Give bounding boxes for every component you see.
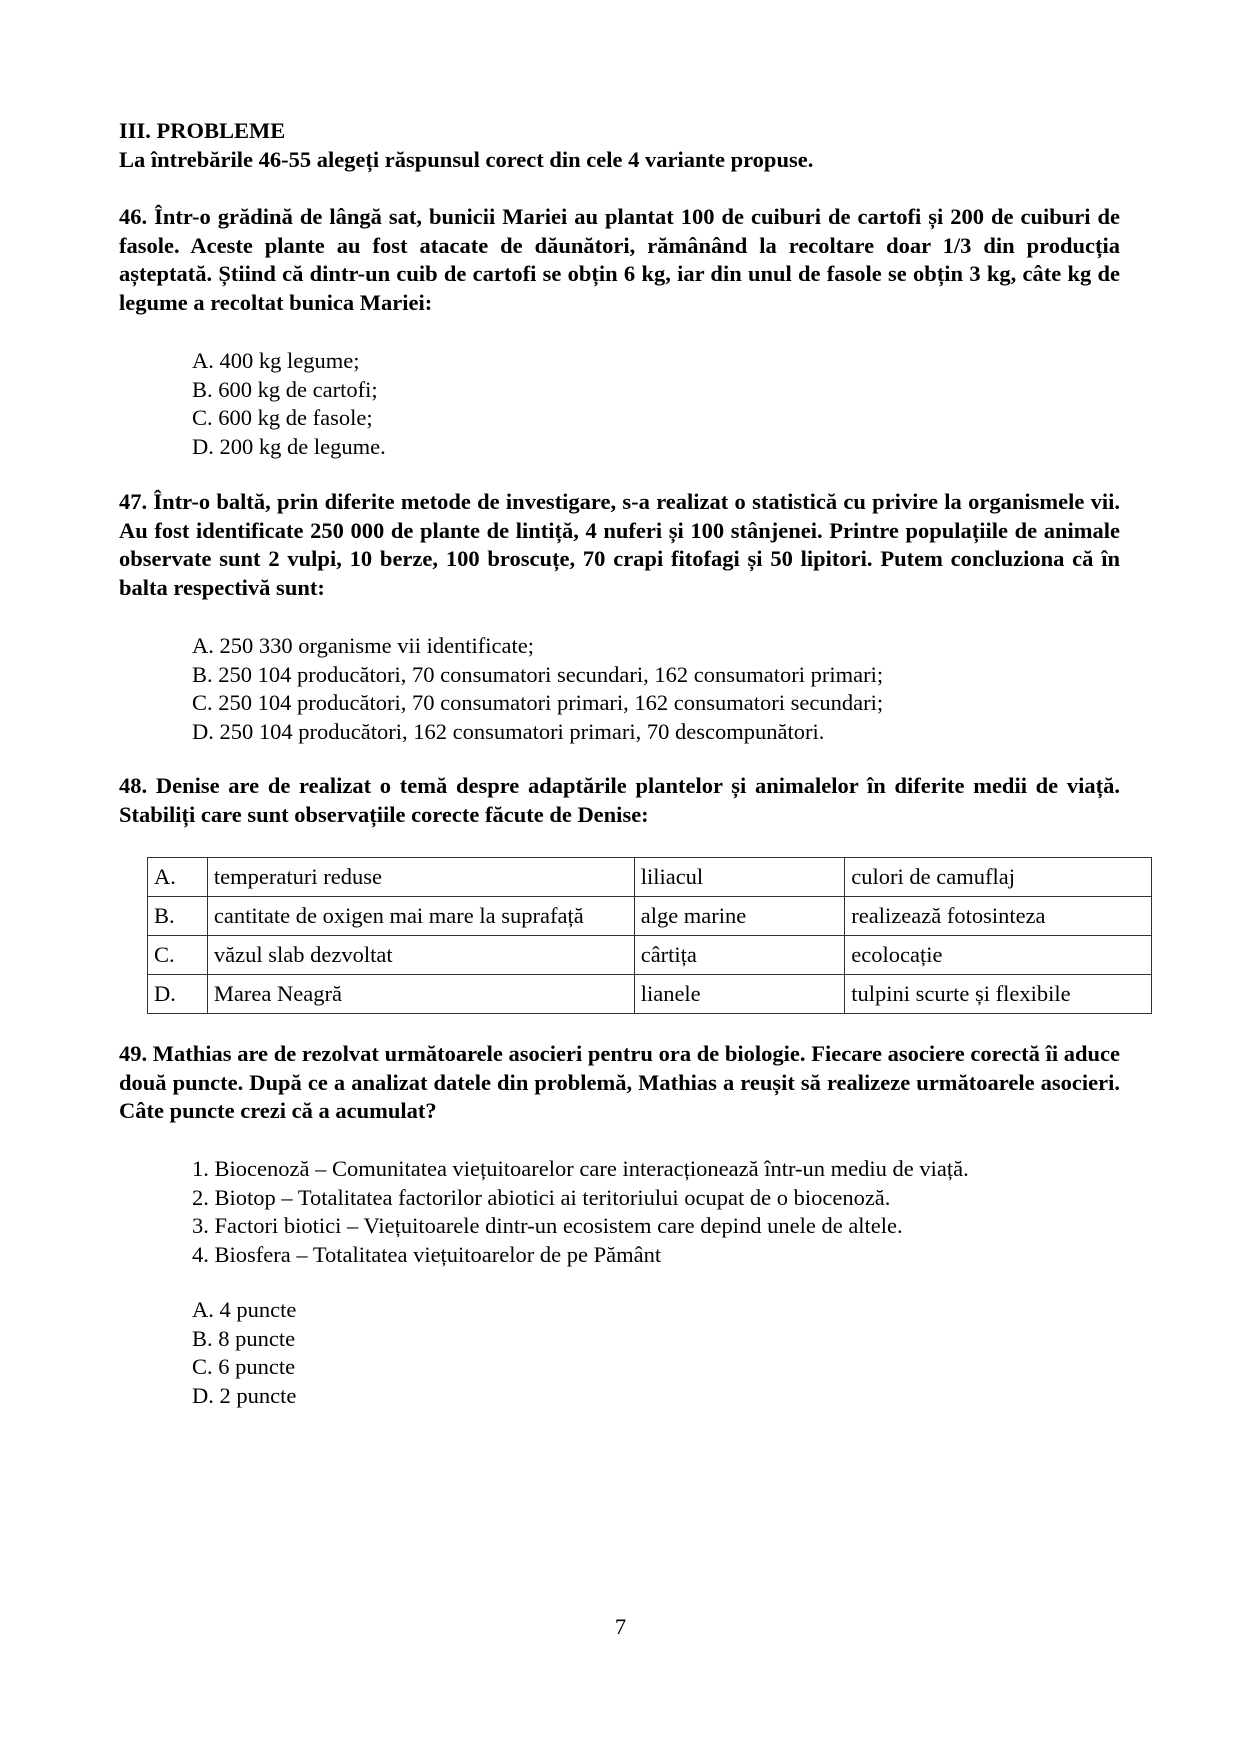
option-a: A. 400 kg legume; [192, 348, 360, 373]
question-49-associations [192, 1155, 969, 1269]
question-49 [119, 1040, 1120, 1126]
row-label: D. [148, 975, 208, 1014]
row-label: C. [148, 936, 208, 975]
option-b: B. 8 puncte [192, 1325, 296, 1351]
association-2: 2. Biotop – Totalitatea factorilor abiotici ai teritoriului ocupat de o biocenoză. [192, 1184, 891, 1210]
option-c: C. 250 104 producători, 70 consumatori primari, 162 consumatori secundari; [192, 690, 884, 715]
environment-cell: Marea Neagră [207, 975, 634, 1014]
question-47 [119, 488, 1120, 603]
row-label: A. [148, 858, 208, 897]
section-title: III. PROBLEME [119, 118, 286, 143]
question-49-options [192, 1296, 296, 1410]
question-number: 49. [119, 1041, 148, 1066]
question-text: Mathias are de rezolvat următoarele asocieri pentru ora de biologie. Fiecare asociere corectă îi aduce două puncte. După ce a analizat datele din problemă, Mathias a reușit să realizeze următoarele asocieri. Câte puncte crezi că a acumulat? [119, 1041, 1120, 1124]
association-4: 4. Biosfera – Totalitatea viețuitoarelor de pe Pământ [192, 1241, 662, 1267]
question-46-options [192, 347, 386, 461]
option-a: A. 250 330 organisme vii identificate; [192, 633, 535, 658]
question-number: 46. [119, 204, 148, 229]
page-number: 7 [614, 1614, 627, 1639]
environment-cell: cantitate de oxigen mai mare la suprafață [207, 897, 634, 936]
table-row [148, 936, 1152, 975]
environment-cell: văzul slab dezvoltat [207, 936, 634, 975]
question-text: Într-o baltă, prin diferite metode de investigare, s-a realizat o statistică cu privire la organismele vii. Au fost identificate 250 000 de plante de lintiță, 4 nuferi și 100 stânjenei. Printre populațiile de animale observate sunt 2 vulpi, 10 berze, 100 broscuțe, 70 crapi fitofagi și 50 lipitori. Putem concluziona că în balta respectivă sunt: [119, 489, 1120, 601]
question-48 [119, 772, 1120, 829]
table-row [148, 975, 1152, 1014]
question-text: Denise are de realizat o temă despre adaptările plantelor și animalelor în diferite medii de viață. Stabiliți care sunt observațiile corecte făcute de Denise: [119, 773, 1120, 827]
association-3: 3. Factori biotici – Viețuitoarele dintr-un ecosistem care depind unele de altele. [192, 1213, 903, 1238]
table-row [148, 858, 1152, 897]
adaptations-table [147, 857, 1152, 1014]
question-number: 48. [119, 773, 148, 798]
environment-cell: temperaturi reduse [207, 858, 634, 897]
organism-cell: liliacul [634, 858, 845, 897]
question-47-options [192, 632, 883, 746]
organism-cell: lianele [634, 975, 845, 1014]
question-46 [119, 203, 1120, 318]
option-b: B. 250 104 producători, 70 consumatori secundari, 162 consumatori primari; [192, 661, 884, 687]
table-row [148, 897, 1152, 936]
adaptation-cell: culori de camuflaj [845, 858, 1152, 897]
organism-cell: alge marine [634, 897, 845, 936]
question-number: 47. [119, 489, 148, 514]
association-1: 1. Biocenoză – Comunitatea viețuitoarelor care interacționează într-un mediu de viață. [192, 1156, 969, 1181]
adaptation-cell: ecolocație [845, 936, 1152, 975]
option-d: D. 250 104 producători, 162 consumatori primari, 70 descompunători. [192, 718, 825, 744]
adaptation-cell: tulpini scurte și flexibile [845, 975, 1152, 1014]
row-label: B. [148, 897, 208, 936]
option-d: D. 2 puncte [192, 1382, 297, 1408]
option-d: D. 200 kg de legume. [192, 433, 386, 459]
question-text: Într-o grădină de lângă sat, bunicii Mariei au plantat 100 de cuiburi de cartofi și 200 de cuiburi de fasole. Aceste plante au fost atacate de dăunători, rămânând la recoltare doar 1/3 din producția așteptată. Știind că dintr-un cuib de cartofi se obțin 6 kg, iar din unul de fasole se obțin 3 kg, câte kg de legume a recoltat bunica Mariei: [119, 204, 1121, 316]
organism-cell: cârtița [634, 936, 845, 975]
option-a: A. 4 puncte [192, 1297, 297, 1322]
section-instruction: La întrebările 46-55 alegeți răspunsul corect din cele 4 variante propuse. [119, 147, 814, 172]
option-c: C. 6 puncte [192, 1354, 296, 1379]
option-b: B. 600 kg de cartofi; [192, 376, 378, 402]
option-c: C. 600 kg de fasole; [192, 405, 373, 430]
adaptation-cell: realizează fotosinteza [845, 897, 1152, 936]
